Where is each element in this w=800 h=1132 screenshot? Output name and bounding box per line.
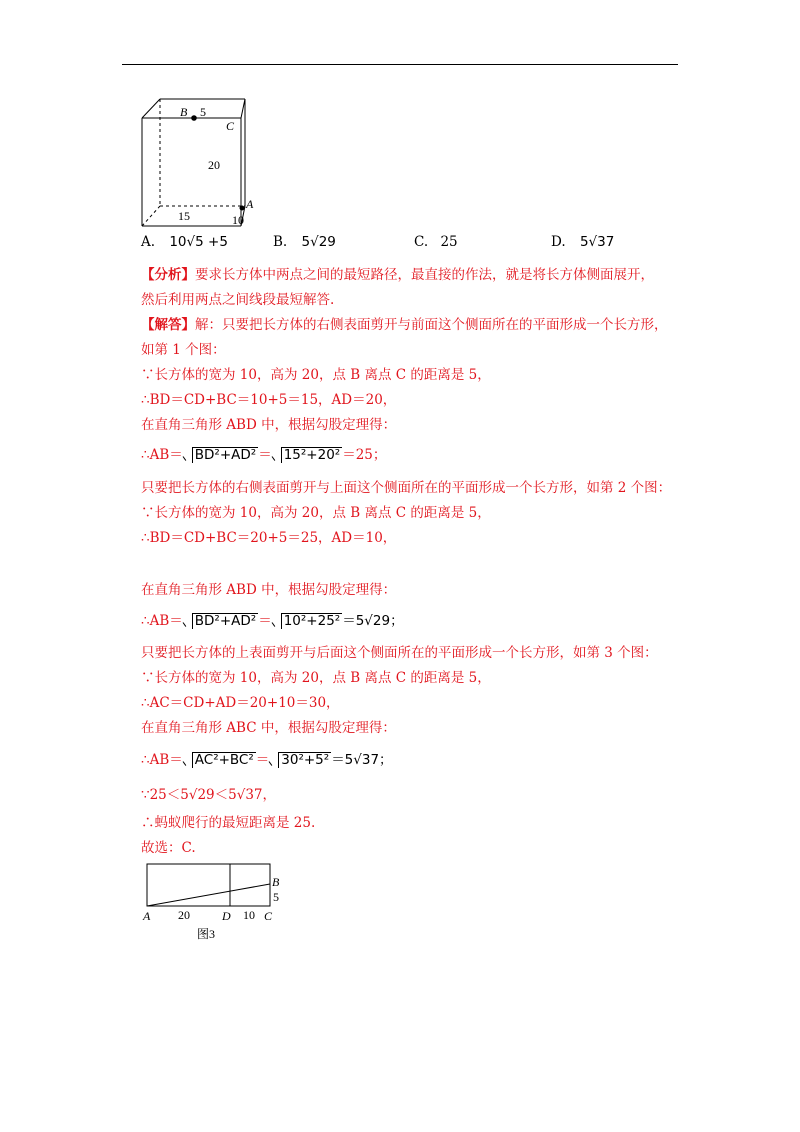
cuboid-figure [138,96,256,230]
fig3-label-10: 10 [243,908,255,922]
label-20: 20 [208,158,220,172]
point-a-dot [240,206,245,211]
fig3-label-b: B [272,875,280,889]
label-a: A [246,197,254,211]
solution-intro: 【解答】解：只要把长方体的右侧表面剪开与前面这个侧面所在的平面形成一个长方形， [141,317,668,333]
comparison: ∵25＜5√29＜5√37， [141,787,277,803]
final-answer: 故选：C. [141,840,196,856]
conclusion: ∴蚂蚁爬行的最短距离是 25. [141,815,316,831]
solution-tag: 【解答】 [141,317,195,333]
point-b-dot [191,115,197,121]
label-5: 5 [200,105,206,119]
fig1-ref: 如第 1 个图： [141,342,226,358]
case3-given: ∵长方体的宽为 10，高为 20，点 B 离点 C 的距离是 5， [141,670,491,686]
analysis-tag: 【分析】 [141,267,195,283]
case3-intro: 只要把长方体的上表面剪开与后面这个侧面所在的平面形成一个长方形，如第 3 个图： [141,645,658,661]
case1-ab-formula: ∴AB＝ BD²+AD² ＝ 15²+20² ＝25； [141,447,387,463]
label-10: 10 [232,213,244,227]
case2-pythagoras: 在直角三角形 ABD 中，根据勾股定理得： [141,582,397,598]
label-c: C [226,119,235,133]
case2-ab-formula: ∴AB＝ BD²+AD² ＝ 10²+25² ＝5√29； [141,613,404,629]
header-rule [122,64,678,65]
case3-sum: ∴AC＝CD+AD＝20+10＝30， [141,695,340,711]
fig3-label-5: 5 [273,890,279,904]
case3-pythagoras: 在直角三角形 ABC 中，根据勾股定理得： [141,720,396,736]
label-15: 15 [178,209,190,223]
fig3-label-a: A [143,909,151,923]
case3-ab-formula: ∴AB＝ AC²+BC² ＝ 30²+5² ＝5√37； [141,752,393,768]
option-a[interactable]: A. 10√5 +5 [141,234,228,250]
unfolded-figure-3 [140,860,300,946]
fig3-label-d: D [222,909,231,923]
analysis-line-1: 【分析】要求长方体中两点之间的最短路径，最直接的作法，就是将长方体侧面展开， [141,267,654,283]
case2-sum: ∴BD＝CD+BC＝20+5＝25，AD＝10， [141,530,397,546]
label-b: B [180,105,188,119]
answer-options [141,234,661,258]
option-b[interactable]: B. 5√29 [273,234,336,250]
case2-given: ∵长方体的宽为 10，高为 20，点 B 离点 C 的距离是 5， [141,505,491,521]
case1-pythagoras: 在直角三角形 ABD 中，根据勾股定理得： [141,417,397,433]
case1-given: ∵长方体的宽为 10，高为 20，点 B 离点 C 的距离是 5， [141,367,491,383]
case1-sum: ∴BD＝CD+BC＝10+5＝15，AD＝20， [141,392,397,408]
option-c[interactable]: C. 25 [414,234,458,250]
fig3-label-20: 20 [178,908,190,922]
case2-intro: 只要把长方体的右侧表面剪开与上面这个侧面所在的平面形成一个长方形，如第 2 个图： [141,480,672,496]
option-d[interactable]: D. 5√37 [551,234,615,250]
fig3-caption: 图3 [197,927,216,941]
analysis-line-2: 然后利用两点之间线段最短解答. [141,292,335,308]
fig3-label-c: C [264,909,273,923]
